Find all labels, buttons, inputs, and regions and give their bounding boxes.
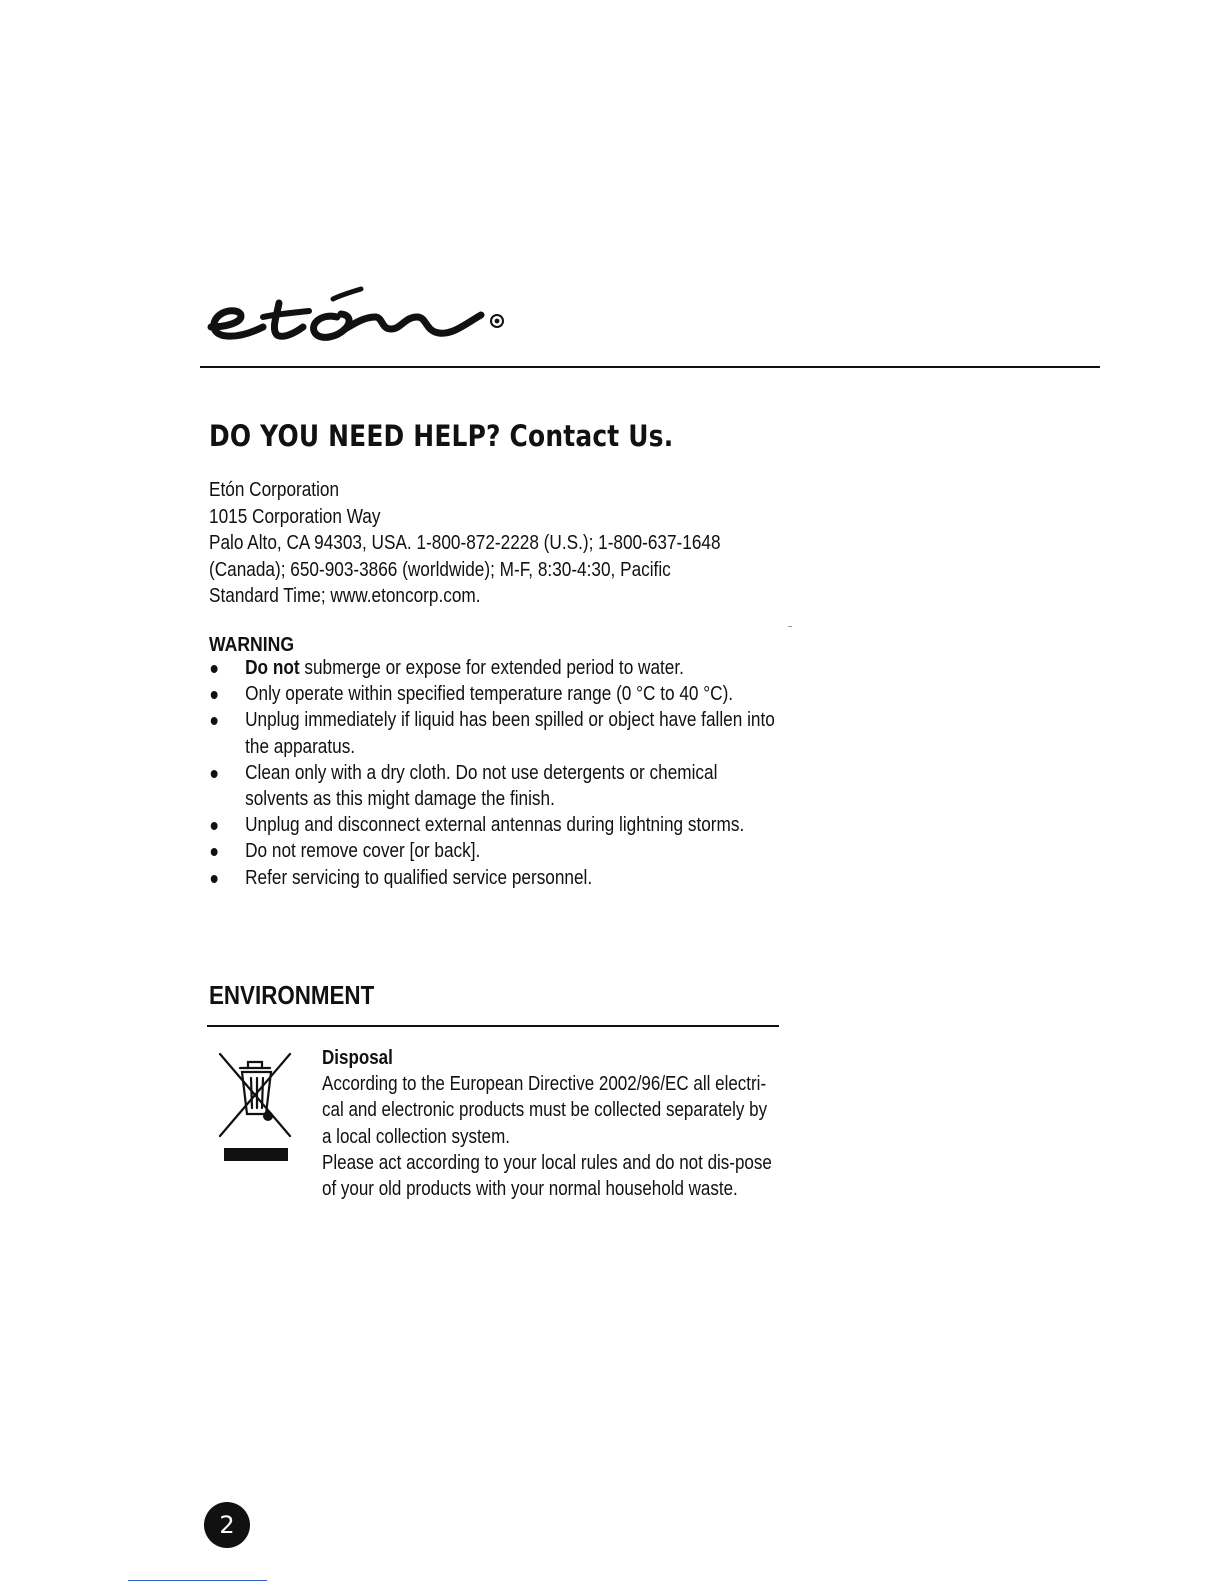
warning-list <box>209 655 777 891</box>
page-title: DO YOU NEED HELP? Contact Us. <box>209 419 674 453</box>
environment-divider <box>207 1025 779 1027</box>
warning-item <box>209 812 777 838</box>
address-line: Standard Time; www.etoncorp.com. <box>209 585 481 607</box>
warning-item-text: submerge or expose for extended period to water. <box>299 657 684 679</box>
crossed-out-wheelie-bin-icon <box>214 1048 296 1168</box>
disposal-block <box>322 1045 781 1202</box>
warning-item <box>209 707 777 759</box>
warning-item-text: Unplug immediately if liquid has been spilled or object have fallen into the apparatus. <box>245 709 775 758</box>
bullet-icon <box>211 717 218 725</box>
bullet-icon <box>211 848 218 856</box>
address-line: Palo Alto, CA 94303, USA. 1-800-872-2228 (U.S.); 1-800-637-1648 <box>209 532 721 554</box>
address-line: (Canada); 650-903-3866 (worldwide); M-F, 8:30-4:30, Pacific <box>209 558 671 581</box>
scan-speck <box>788 626 792 627</box>
bullet-icon <box>211 770 218 778</box>
warning-heading: WARNING <box>209 634 295 656</box>
warning-item-text: Do not remove cover [or back]. <box>245 840 481 863</box>
warning-item-text: Unplug and disconnect external antennas during lightning storms. <box>245 814 745 837</box>
warning-item-text: Clean only with a dry cloth. Do not use detergents or chemical solvents as this might damage the finish. <box>245 761 718 811</box>
bullet-icon <box>211 691 218 699</box>
warning-item <box>209 655 777 681</box>
warning-item <box>209 760 777 812</box>
bullet-icon <box>211 875 218 883</box>
warning-item-lead: Do not <box>245 657 300 679</box>
header-divider <box>200 366 1100 368</box>
page-number: 2 <box>204 1502 250 1548</box>
bullet-icon <box>211 822 218 830</box>
disposal-heading: Disposal <box>322 1047 393 1069</box>
warning-item-text: Refer servicing to qualified service personnel. <box>245 866 593 889</box>
eton-logo <box>205 283 515 353</box>
warning-item-text: Only operate within specified temperature range (0 °C to 40 °C). <box>245 683 734 706</box>
address-line: 1015 Corporation Way <box>209 505 381 528</box>
address-line: Etón Corporation <box>209 479 340 501</box>
footer-underline <box>128 1580 267 1581</box>
disposal-paragraph: Please act according to your local rules and do not dis-pose of your old products with your normal household waste. <box>322 1151 772 1201</box>
warning-item <box>209 681 777 707</box>
warning-item <box>209 838 777 864</box>
disposal-paragraph: According to the European Directive 2002/96/EC all electri-cal and electronic products must be collected separately by a local collection system. <box>322 1073 768 1148</box>
contact-address <box>209 477 759 610</box>
bullet-icon <box>211 665 218 673</box>
environment-heading: ENVIRONMENT <box>209 980 375 1010</box>
warning-item <box>209 865 777 891</box>
